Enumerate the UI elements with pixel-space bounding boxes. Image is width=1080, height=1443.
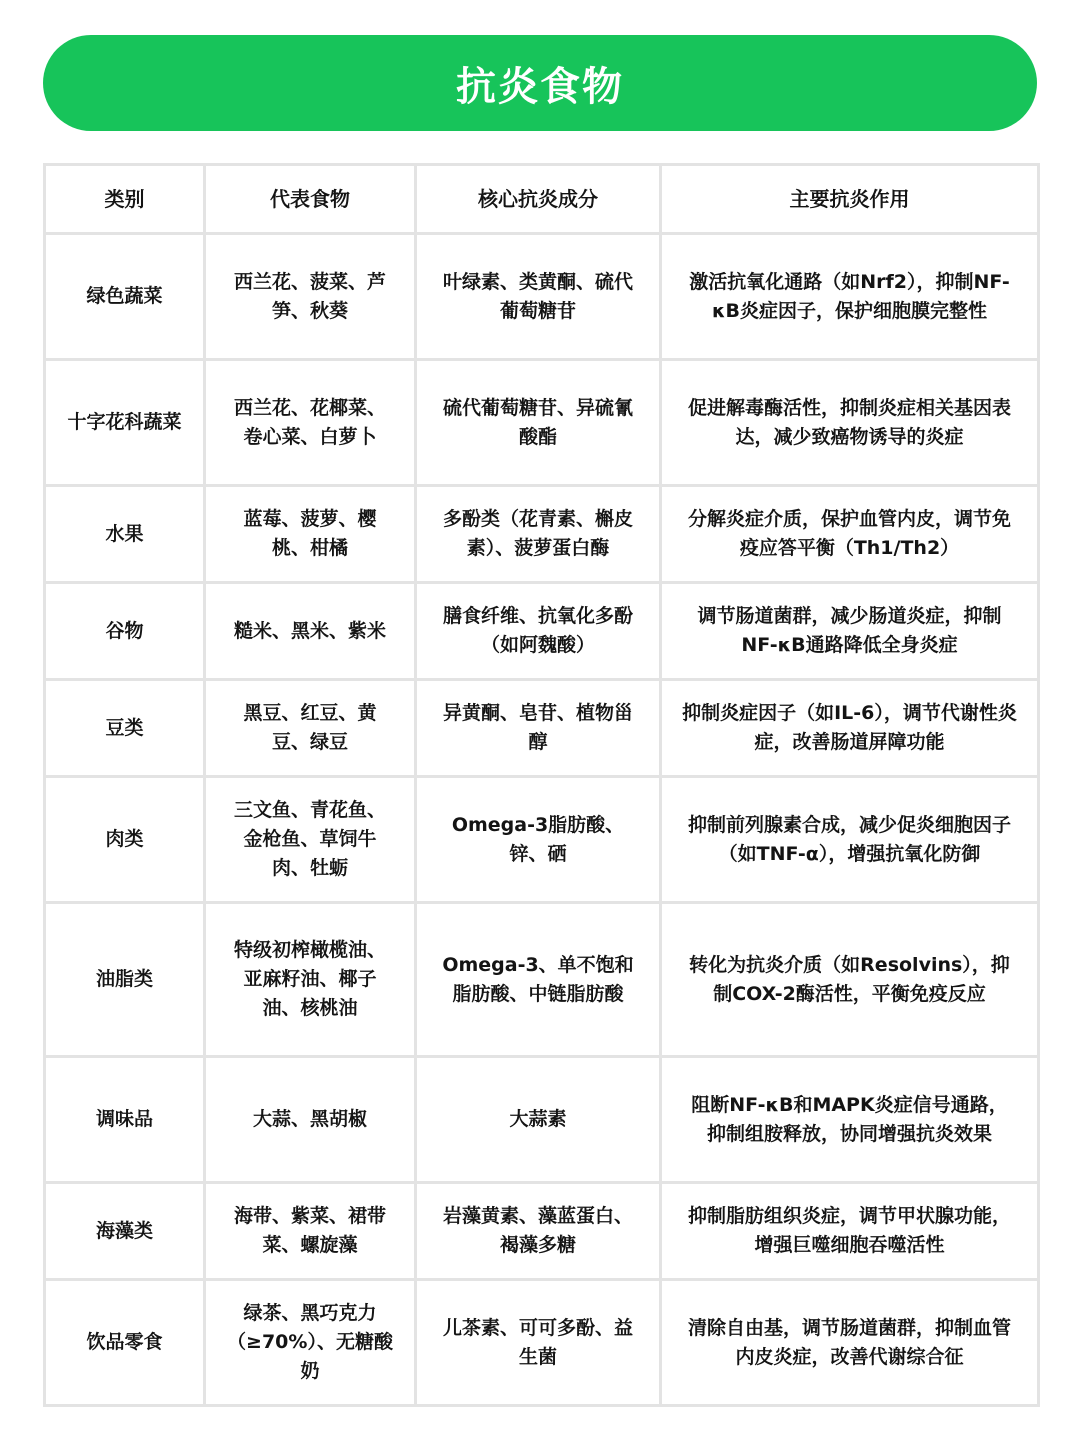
cell-category: 豆类 [45,680,205,777]
cell-effects: 抑制炎症因子（如IL-6），调节代谢性炎症，改善肠道屏障功能 [661,680,1039,777]
cell-category: 油脂类 [45,903,205,1057]
cell-foods: 西兰花、花椰菜、卷心菜、白萝卜 [205,360,416,486]
table-row [45,1183,1039,1280]
table-row [45,1280,1039,1406]
cell-effects: 激活抗氧化通路（如Nrf2），抑制NF-κB炎症因子，保护细胞膜完整性 [661,234,1039,360]
cell-category: 海藻类 [45,1183,205,1280]
cell-effects: 分解炎症介质，保护血管内皮，调节免疫应答平衡（Th1/Th2） [661,486,1039,583]
cell-foods: 蓝莓、菠萝、樱桃、柑橘 [205,486,416,583]
cell-components: 多酚类（花青素、槲皮素）、菠萝蛋白酶 [416,486,661,583]
cell-effects: 抑制前列腺素合成，减少促炎细胞因子（如TNF-α），增强抗氧化防御 [661,777,1039,903]
cell-components: Omega-3、单不饱和脂肪酸、中链脂肪酸 [416,903,661,1057]
header-components: 核心抗炎成分 [416,165,661,234]
table-row [45,680,1039,777]
table-row [45,486,1039,583]
cell-effects: 促进解毒酶活性，抑制炎症相关基因表达，减少致癌物诱导的炎症 [661,360,1039,486]
cell-category: 肉类 [45,777,205,903]
table-row [45,903,1039,1057]
cell-effects: 清除自由基，调节肠道菌群，抑制血管内皮炎症，改善代谢综合征 [661,1280,1039,1406]
cell-category: 绿色蔬菜 [45,234,205,360]
cell-foods: 糙米、黑米、紫米 [205,583,416,680]
table-row [45,1057,1039,1183]
table-row [45,583,1039,680]
cell-foods: 海带、紫菜、裙带菜、螺旋藻 [205,1183,416,1280]
cell-category: 饮品零食 [45,1280,205,1406]
table-row [45,777,1039,903]
cell-foods: 绿茶、黑巧克力（≥70%）、无糖酸奶 [205,1280,416,1406]
table-row [45,360,1039,486]
cell-components: 异黄酮、皂苷、植物甾醇 [416,680,661,777]
page-title: 抗炎食物 [456,63,624,110]
cell-category: 水果 [45,486,205,583]
cell-category: 调味品 [45,1057,205,1183]
header-effects: 主要抗炎作用 [661,165,1039,234]
cell-components: 儿茶素、可可多酚、益生菌 [416,1280,661,1406]
cell-foods: 三文鱼、青花鱼、金枪鱼、草饲牛肉、牡蛎 [205,777,416,903]
title-banner [43,35,1037,131]
cell-components: 叶绿素、类黄酮、硫代葡萄糖苷 [416,234,661,360]
cell-components: 膳食纤维、抗氧化多酚（如阿魏酸） [416,583,661,680]
cell-effects: 抑制脂肪组织炎症，调节甲状腺功能，增强巨噬细胞吞噬活性 [661,1183,1039,1280]
cell-foods: 黑豆、红豆、黄豆、绿豆 [205,680,416,777]
cell-foods: 西兰花、菠菜、芦笋、秋葵 [205,234,416,360]
cell-category: 十字花科蔬菜 [45,360,205,486]
header-category: 类别 [45,165,205,234]
cell-foods: 特级初榨橄榄油、亚麻籽油、椰子油、核桃油 [205,903,416,1057]
cell-category: 谷物 [45,583,205,680]
cell-components: 硫代葡萄糖苷、异硫氰酸酯 [416,360,661,486]
cell-components: Omega-3脂肪酸、锌、硒 [416,777,661,903]
food-table-container [43,163,1037,1407]
cell-effects: 阻断NF-κB和MAPK炎症信号通路，抑制组胺释放，协同增强抗炎效果 [661,1057,1039,1183]
cell-effects: 调节肠道菌群，减少肠道炎症，抑制NF-κB通路降低全身炎症 [661,583,1039,680]
food-table [43,163,1040,1407]
cell-components: 大蒜素 [416,1057,661,1183]
table-row [45,234,1039,360]
table-header-row [45,165,1039,234]
header-foods: 代表食物 [205,165,416,234]
cell-effects: 转化为抗炎介质（如Resolvins），抑制COX-2酶活性，平衡免疫反应 [661,903,1039,1057]
cell-components: 岩藻黄素、藻蓝蛋白、褐藻多糖 [416,1183,661,1280]
cell-foods: 大蒜、黑胡椒 [205,1057,416,1183]
